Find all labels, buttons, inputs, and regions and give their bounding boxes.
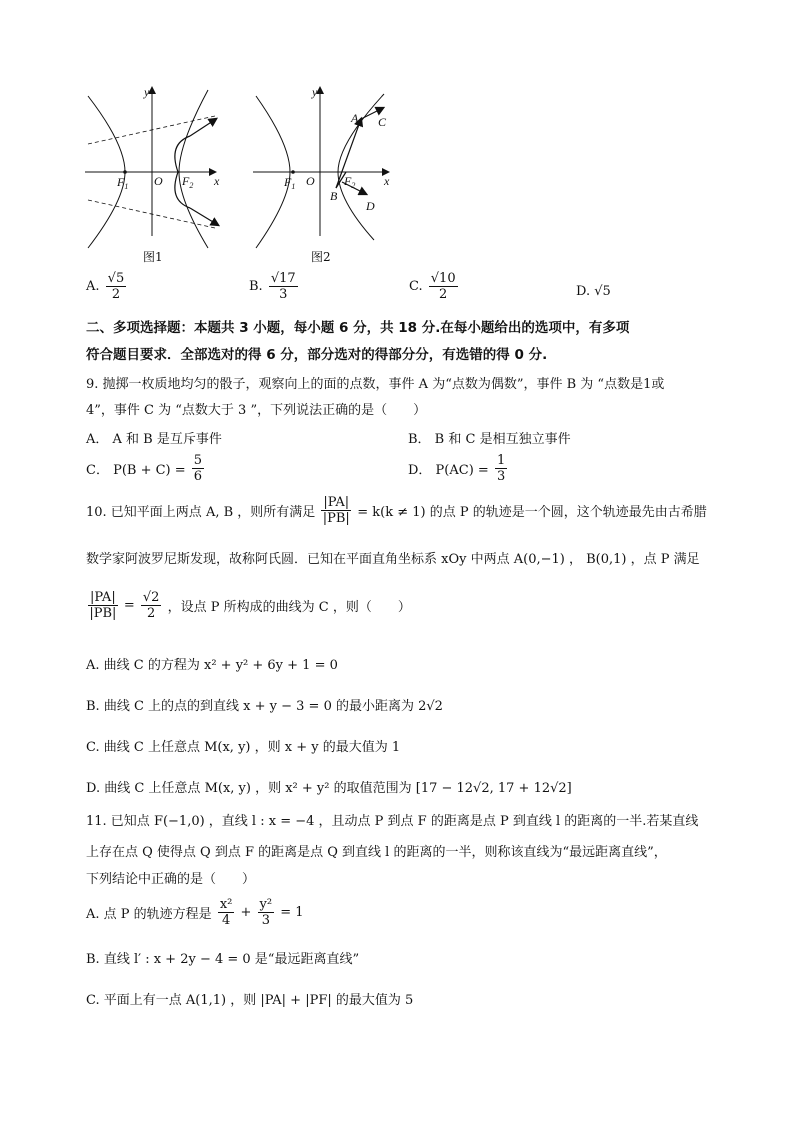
svg-text:F1: $F_1$ [284, 175, 296, 191]
q11-stem-line-3: 下列结论中正确的是（ ） [86, 872, 256, 887]
right-branch [179, 90, 208, 248]
figure-1 [80, 84, 230, 249]
svg-text:F2: $F_2$ [344, 174, 356, 190]
q10-option-a[interactable]: A. 曲线 C 的方程为 x² + y² + 6y + 1 = 0 [86, 658, 338, 673]
section-2-heading-line-1: 二、多项选择题：本题共 3 小题，每小题 6 分，共 18 分.在每小题给出的选项中，有多项 [86, 320, 630, 336]
svg-text:x: x [214, 174, 220, 188]
section-2-heading-line-2: 符合题目要求．全部选对的得 6 分，部分选对的得部分分，有选错的得 0 分. [86, 347, 548, 363]
q11-option-a[interactable]: A. 点 P 的轨迹方程是 $\frac{\text{x²}}{4}$ + $\frac{\text{y²}}{3}$ = 1 [86, 897, 304, 928]
q10-stem-line-1: 10. 已知平面上两点 A, B ，则所有满足 $\frac{|PA|}{|PB|}$ = k(k ≠ 1) 的点 P 的轨迹是一个圆，这个轨迹最先由古希腊 [86, 495, 707, 526]
q9-stem-line-1: 9. 抛掷一枚质地均匀的骰子，观察向上的面的点数，事件 A 为“点数为偶数”，事件 B 为 “点数是1或 [86, 377, 665, 392]
svg-text:y: y [312, 85, 318, 99]
q9-option-a[interactable]: A． A 和 B 是互斥事件 [86, 432, 222, 447]
svg-text:F1: $F_1$ [117, 175, 129, 191]
svg-text:y: y [144, 85, 150, 99]
q11-option-c[interactable]: C. 平面上有一点 A(1,1) ，则 |PA| + |PF| 的最大值为 5 [86, 993, 414, 1008]
svg-text:O: O [306, 174, 315, 188]
q10-option-c[interactable]: C. 曲线 C 上任意点 M(x, y) ，则 x + y 的最大值为 1 [86, 740, 401, 755]
q8-option-b[interactable]: B. $\frac{√17}{3}$ [249, 271, 296, 302]
ray-up-ext [190, 119, 216, 136]
q8-option-c[interactable]: C. $\frac{√10}{2}$ [409, 271, 456, 302]
ray-up [175, 136, 190, 172]
svg-text:O: O [154, 174, 163, 188]
svg-text:x: x [384, 174, 390, 188]
q11-option-b[interactable]: B. 直线 l′ : x + 2y − 4 = 0 是“最远距离直线” [86, 952, 360, 967]
q9-option-c[interactable]: C． P(B + C) = $\frac{5}{6}$ [86, 453, 203, 484]
q10-option-d[interactable]: D. 曲线 C 上任意点 M(x, y) ，则 x² + y² 的取值范围为 [17 − 12√2, 17 + 12√2] [86, 781, 572, 796]
q8-option-a[interactable]: A. $\frac{√5}{2}$ [86, 271, 125, 302]
svg-text:A: A [351, 111, 359, 125]
q11-stem-line-2: 上存在点 Q 使得点 Q 到点 F 的距离是点 Q 到直线 l 的距离的一半，则称该直线为“最远距离直线”， [86, 845, 667, 860]
q9-option-b[interactable]: B． B 和 C 是相互独立事件 [408, 432, 571, 447]
q8-option-d[interactable]: D. √5 [576, 284, 611, 299]
q10-option-b[interactable]: B. 曲线 C 上的点的到直线 x + y − 3 = 0 的最小距离为 2√2 [86, 699, 443, 714]
svg-text:C: C [378, 115, 387, 129]
q10-stem-line-3: $\frac{|PA|}{|PB|}$ = $\frac{√2}{2}$ ，设点 P 所构成的曲线为 C ，则（ ） [89, 590, 411, 621]
figure-2-caption: 图2 [311, 250, 331, 264]
q11-stem-line-1: 11. 已知点 F(−1,0) ，直线 l : x = −4 ，且动点 P 到点 F 的距离是点 P 到直线 l 的距离的一半.若某直线 [86, 814, 699, 829]
figure-1-caption: 图1 [143, 250, 163, 264]
svg-text:B: B [330, 189, 338, 203]
q9-stem-line-2: 4”，事件 C 为 “点数大于 3 ”，下列说法正确的是（ ） [86, 403, 427, 418]
svg-text:F2: $F_2$ [182, 174, 194, 190]
svg-text:D: D [366, 199, 375, 213]
q9-option-d[interactable]: D． P(AC) = $\frac{1}{3}$ [408, 453, 506, 484]
figure-2 [248, 84, 398, 249]
q10-stem-line-2: 数学家阿波罗尼斯发现，故称阿氏圆．已知在平面直角坐标系 xOy 中两点 A(0,−1) ， B(0,1) ，点 P 满足 [86, 552, 700, 567]
